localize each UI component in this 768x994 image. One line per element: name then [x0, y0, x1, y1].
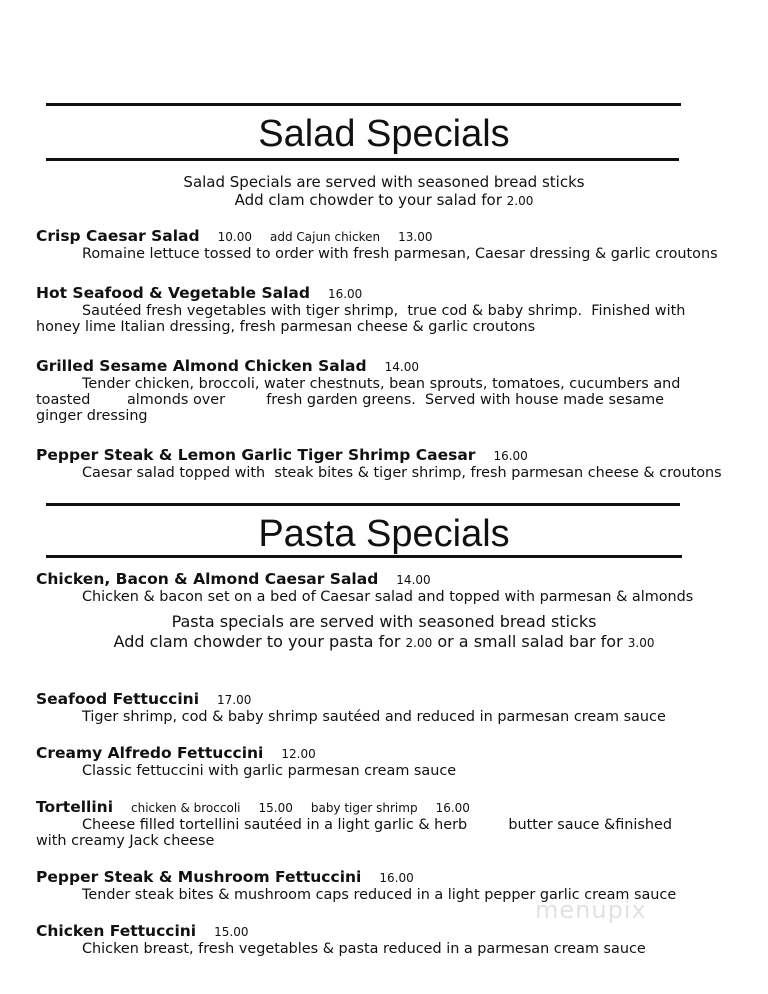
item-option-1-price: 15.00	[258, 801, 293, 815]
item-option-2-price: 16.00	[435, 801, 470, 815]
item-price: 16.00	[379, 871, 414, 885]
salad-note-line1: Salad Specials are served with seasoned bread sticks	[183, 173, 585, 191]
item-description: Chicken & bacon set on a bed of Caesar salad and topped with parmesan & almonds	[82, 589, 694, 605]
item-name: Pepper Steak & Mushroom Fettuccini	[36, 868, 362, 886]
menu-item-tortellini	[36, 798, 736, 849]
item-name: Crisp Caesar Salad	[36, 227, 200, 245]
menu-item-creamy-alfredo	[36, 744, 736, 779]
item-price: 16.00	[493, 449, 528, 463]
item-description: Cheese filled tortellini sautéed in a light garlic & herb butter sauce &finished with creamy Jack cheese	[36, 817, 677, 849]
item-option-2: baby tiger shrimp	[310, 801, 418, 815]
item-description: Chicken breast, fresh vegetables & pasta reduced in a parmesan cream sauce	[82, 941, 646, 957]
salad-note	[0, 173, 768, 210]
salad-bottom-rule	[46, 158, 679, 161]
item-price: 14.00	[384, 360, 419, 374]
item-description: Sautéed fresh vegetables with tiger shrimp, true cod & baby shrimp. Finished with honey lime Italian dressing, fresh parmesan cheese & garlic croutons	[36, 303, 690, 335]
item-name: Hot Seafood & Vegetable Salad	[36, 284, 310, 302]
menu-item-pepper-steak-caesar	[36, 446, 736, 481]
salad-section-title: Salad Specials	[258, 113, 510, 155]
item-name: Pepper Steak & Lemon Garlic Tiger Shrimp Caesar	[36, 446, 476, 464]
item-name: Creamy Alfredo Fettuccini	[36, 744, 264, 762]
watermark-logo: menupix	[535, 896, 647, 924]
pasta-note-line2: Add clam chowder to your pasta for 2.00 or a small salad bar for 3.00	[113, 632, 655, 651]
menu-item-seafood-fettuccini	[36, 690, 736, 725]
item-description: Tender chicken, broccoli, water chestnuts, bean sprouts, tomatoes, cucumbers and toasted almonds over fresh garden greens. Served with house made sesame ginger dressing	[36, 376, 686, 424]
menu-item-chicken-bacon-caesar	[36, 570, 736, 605]
item-description: Tender steak bites & mushroom caps reduced in a light pepper garlic cream sauce	[82, 887, 677, 903]
item-name: Grilled Sesame Almond Chicken Salad	[36, 357, 367, 375]
pasta-section-title: Pasta Specials	[258, 513, 510, 555]
item-description: Caesar salad topped with steak bites & tiger shrimp, fresh parmesan cheese & croutons	[82, 465, 722, 481]
item-description: Tiger shrimp, cod & baby shrimp sautéed and reduced in parmesan cream sauce	[82, 709, 666, 725]
item-option: add Cajun chicken	[269, 230, 381, 244]
salad-top-rule	[46, 103, 681, 106]
item-price: 15.00	[214, 925, 249, 939]
menu-item-sesame-almond	[36, 357, 736, 424]
pasta-note-line1: Pasta specials are served with seasoned bread sticks	[171, 612, 597, 631]
salad-note-line2: Add clam chowder to your salad for 2.00	[234, 191, 534, 209]
item-price: 16.00	[327, 287, 363, 301]
item-price: 10.00	[217, 230, 252, 244]
pasta-top-rule	[46, 503, 680, 506]
item-description: Romaine lettuce tossed to order with fresh parmesan, Caesar dressing & garlic croutons	[82, 246, 718, 262]
item-name: Chicken, Bacon & Almond Caesar Salad	[36, 570, 379, 588]
item-option-price: 13.00	[398, 230, 433, 244]
menu-item-crisp-caesar	[36, 227, 736, 262]
item-option-1: chicken & broccoli	[131, 801, 241, 815]
item-name: Tortellini	[36, 798, 114, 816]
item-name: Seafood Fettuccini	[36, 690, 200, 708]
pasta-note-price-salad-bar: 3.00	[627, 636, 655, 650]
item-price: 14.00	[396, 573, 431, 587]
menu-item-hot-seafood	[36, 284, 736, 335]
menu-item-chicken-fettuccini	[36, 922, 736, 957]
salad-note-price: 2.00	[506, 194, 534, 208]
item-price: 17.00	[217, 693, 252, 707]
item-name: Chicken Fettuccini	[36, 922, 197, 940]
pasta-note	[0, 612, 768, 653]
item-price: 12.00	[281, 747, 316, 761]
pasta-note-price-chowder: 2.00	[405, 636, 433, 650]
item-description: Classic fettuccini with garlic parmesan cream sauce	[82, 763, 457, 779]
pasta-bottom-rule	[46, 555, 682, 558]
